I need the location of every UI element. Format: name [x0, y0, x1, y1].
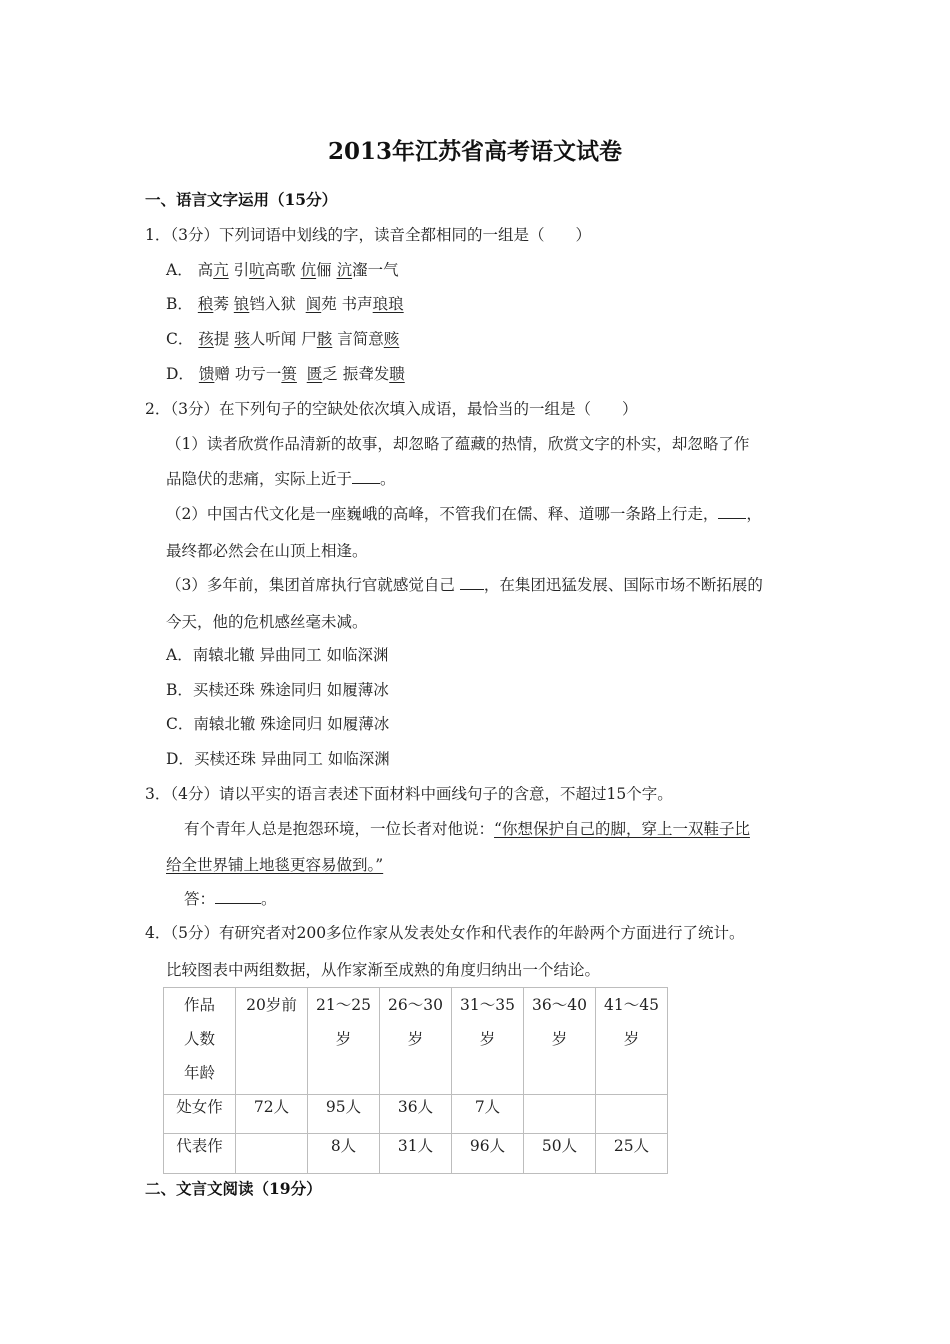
fill-blank-3[interactable] [460, 575, 484, 590]
table-cell: 36人 [380, 1095, 452, 1134]
option-label: C． [166, 330, 194, 348]
fill-blank-1[interactable] [352, 469, 380, 484]
table-column-header: 31～35 岁 [452, 988, 524, 1095]
table-cell: 50人 [524, 1134, 596, 1174]
question-3-stem: 3．（4分）请以平实的语言表述下面材料中画线句子的含意，不超过15个字。 [145, 785, 673, 803]
table-cell: 72人 [236, 1095, 308, 1134]
table-cell: 96人 [452, 1134, 524, 1174]
table-cell: 7人 [452, 1095, 524, 1134]
table-column-header: 20岁前 [236, 988, 308, 1095]
table-header-row [164, 988, 668, 1095]
page-title: 2013年江苏省高考语文试卷 [327, 138, 622, 165]
table-corner-cell: 作品 人数 年龄 [164, 988, 236, 1095]
table-row [164, 1134, 668, 1174]
q1-option-a[interactable]: A． 高亢 引吭高歌 伉俪 沆瀣一气 [166, 261, 399, 279]
table-row [164, 1095, 668, 1134]
q1-option-c[interactable]: C． 孩提 骇人听闻 尸骸 言简意赅 [166, 330, 400, 348]
q2-sentence-1b: 品隐伏的悲痛，实际上近于 。 [166, 470, 396, 488]
question-4-stem-2: 比较图表中两组数据，从作家渐至成熟的角度归纳出一个结论。 [166, 961, 601, 979]
row-label: 处女作 [164, 1095, 236, 1134]
q1-option-d[interactable]: D． 馈赠 功亏一篑 匮乏 振聋发聩 [166, 365, 405, 383]
table-cell: 25人 [596, 1134, 668, 1174]
table-cell: 8人 [308, 1134, 380, 1174]
q2-option-c[interactable]: C．南辕北辙 殊途同归 如履薄冰 [166, 715, 390, 733]
q2-option-a[interactable]: A．南辕北辙 异曲同工 如临深渊 [166, 646, 389, 664]
question-2-stem: 2．（3分）在下列句子的空缺处依次填入成语，最恰当的一组是（ ） [145, 400, 638, 418]
q3-material-line-1: 有个青年人总是抱怨环境，一位长者对他说：“你想保护自己的脚，穿上一双鞋子比 [184, 820, 750, 838]
option-label: D． [166, 365, 194, 383]
q1-option-b[interactable]: B． 稂莠 锒铛入狱 阆苑 书声琅琅 [166, 295, 404, 313]
section-heading-1: 一、语言文字运用（15分） [145, 190, 338, 209]
question-1-stem: 1．（3分）下列词语中划线的字，读音全都相同的一组是（ ） [145, 226, 591, 244]
table-cell: 95人 [308, 1095, 380, 1134]
table-column-header: 36～40 岁 [524, 988, 596, 1095]
table-cell [596, 1095, 668, 1134]
row-label: 代表作 [164, 1134, 236, 1174]
table-column-header: 26～30 岁 [380, 988, 452, 1095]
q2-sentence-2a: （2）中国古代文化是一座巍峨的高峰，不管我们在儒、释、道哪一条路上行走， ， [166, 505, 762, 523]
q2-sentence-1a: （1）读者欣赏作品清新的故事，却忽略了蕴藏的热情，欣赏文字的朴实，却忽略了作 [166, 435, 750, 453]
table-cell [236, 1134, 308, 1174]
age-statistics-table [163, 987, 668, 1174]
fill-blank-2[interactable] [718, 504, 746, 519]
table-cell [524, 1095, 596, 1134]
table-cell: 31人 [380, 1134, 452, 1174]
q2-sentence-2b: 最终都必然会在山顶上相逢。 [166, 542, 368, 560]
q2-sentence-3a: （3）多年前，集团首席执行官就感觉自己 ，在集团迅猛发展、国际市场不断拓展的 [166, 576, 763, 594]
q3-answer: 答： 。 [184, 890, 277, 908]
q2-sentence-3b: 今天，他的危机感丝毫未减。 [166, 613, 368, 631]
answer-blank[interactable] [215, 889, 261, 904]
section-heading-2: 二、文言文阅读（19分） [145, 1179, 322, 1198]
q2-option-d[interactable]: D．买椟还珠 异曲同工 如临深渊 [166, 750, 390, 768]
q2-option-b[interactable]: B．买椟还珠 殊途同归 如履薄冰 [166, 681, 389, 699]
q3-material-line-2: 给全世界铺上地毯更容易做到。” [166, 856, 384, 874]
option-label: A． [166, 261, 193, 279]
question-4-stem: 4．（5分）有研究者对200多位作家从发表处女作和代表作的年龄两个方面进行了统计。 [145, 924, 745, 942]
option-label: B． [166, 295, 193, 313]
table-column-header: 21～25 岁 [308, 988, 380, 1095]
table-column-header: 41～45 岁 [596, 988, 668, 1095]
